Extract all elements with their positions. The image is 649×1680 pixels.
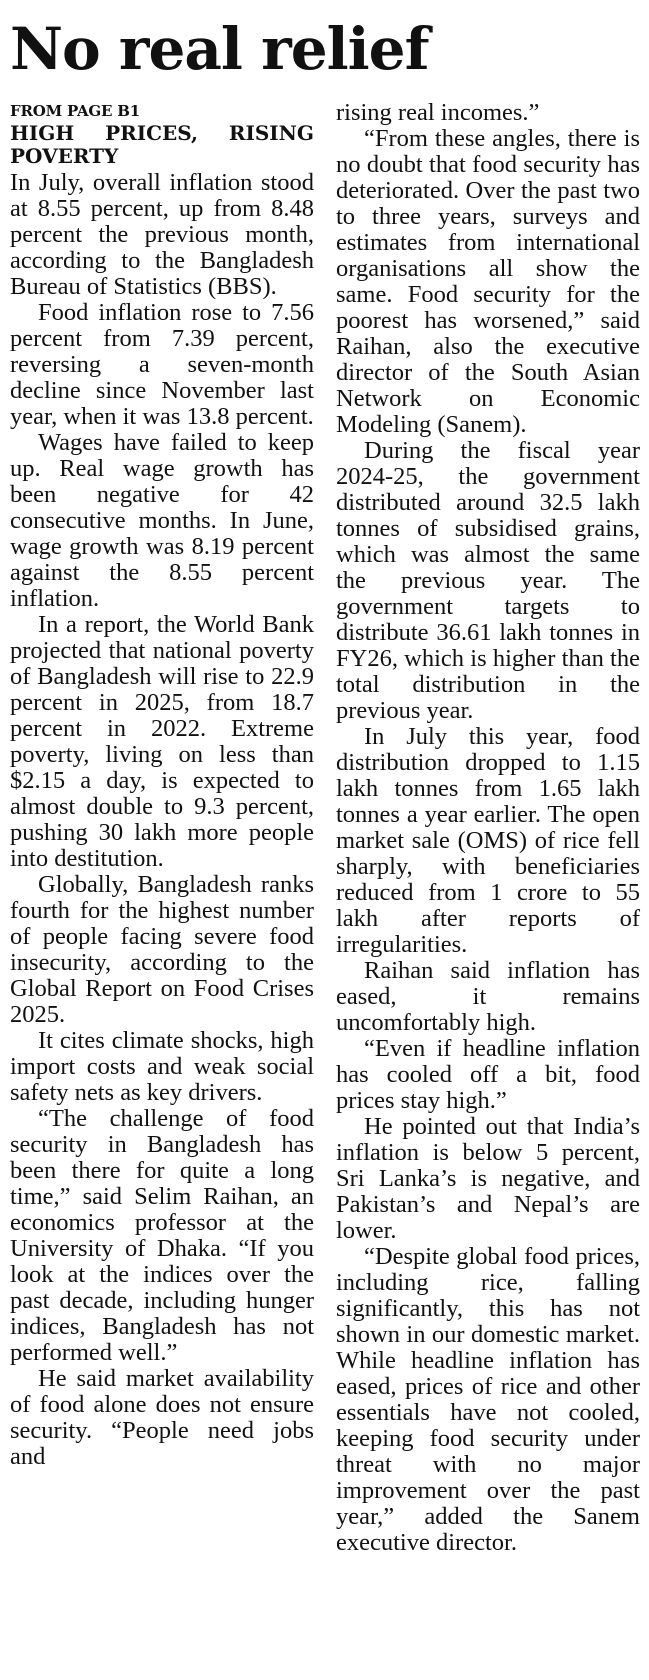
article-column-left bbox=[10, 100, 314, 1470]
paragraph-headline-inflation: “Even if headline inflation has cooled off a bit, food prices stay high.” bbox=[336, 1035, 640, 1114]
subheadline: HIGH PRICES, RISING POVERTY bbox=[10, 121, 314, 168]
paragraph-july-distribution: In July this year, food distribution dropped to 1.15 lakh tonnes from 1.65 lakh tonnes a year earlier. The open market sale (OMS) of rice fell sharply, with beneficiaries reduced from 1 crore to 55 lakh after reports of irregularities. bbox=[336, 723, 640, 958]
paragraph-regional-comparison: He pointed out that India’s inflation is below 5 percent, Sri Lanka’s is negative, and Pakistan’s and Nepal’s are lower. bbox=[336, 1113, 640, 1244]
paragraph-distribution: During the fiscal year 2024-25, the government distributed around 32.5 lakh tonnes of subsidised grains, which was almost the same the previous year. The government targets to distribute 36.61 lakh tonnes in FY26, which is higher than the total distribution in the previous year. bbox=[336, 437, 640, 724]
paragraph-market-availability: He said market availability of food alone does not ensure security. “People need jobs and bbox=[10, 1365, 314, 1470]
paragraph-global-ranking: Globally, Bangladesh ranks fourth for the highest number of people facing severe food insecurity, according to the Global Report on Food Crises 2025. bbox=[10, 871, 314, 1028]
paragraph-food-security: “From these angles, there is no doubt that food security has deteriorated. Over the past two to three years, surveys and estimates from international organisations all show the same. Food security for the poorest has worsened,” said Raihan, also the executive director of the South Asian Network on Economic Modeling (Sanem). bbox=[336, 125, 640, 438]
from-page-label: FROM PAGE B1 bbox=[10, 102, 141, 120]
paragraph-inflation: In July, overall inflation stood at 8.55 percent, up from 8.48 percent the previous month, according to the Bangladesh Bureau of Statistics (BBS). bbox=[10, 169, 314, 300]
paragraph-drivers: It cites climate shocks, high import costs and weak social safety nets as key drivers. bbox=[10, 1027, 314, 1106]
paragraph-raihan-quote: “The challenge of food security in Bangladesh has been there for quite a long time,” said Selim Raihan, an economics professor at the University of Dhaka. “If you look at the indices over the past decade, including hunger indices, Bangladesh has not performed well.” bbox=[10, 1105, 314, 1366]
paragraph-food-inflation: Food inflation rose to 7.56 percent from 7.39 percent, reversing a seven-month decline since November last year, when it was 13.8 percent. bbox=[10, 299, 314, 430]
paragraph-continuation: rising real incomes.” bbox=[336, 99, 540, 126]
paragraph-world-bank: In a report, the World Bank projected that national poverty of Bangladesh will rise to 22.9 percent in 2025, from 18.7 percent in 2022. Extreme poverty, living on less than $2.15 a day, is expected to almost double to 9.3 percent, pushing 30 lakh more people into destitution. bbox=[10, 611, 314, 872]
paragraph-closing-quote: “Despite global food prices, including rice, falling significantly, this has not shown in our domestic market. While headline inflation has eased, prices of rice and other essentials have not cooled, keeping food security under threat with no major improvement over the past year,” added the Sanem executive director. bbox=[336, 1243, 640, 1556]
headline: No real relief bbox=[10, 15, 429, 83]
article-column-right bbox=[336, 100, 640, 1556]
paragraph-wages: Wages have failed to keep up. Real wage growth has been negative for 42 consecutive months. In June, wage growth was 8.19 percent against the 8.55 percent inflation. bbox=[10, 429, 314, 612]
paragraph-inflation-eased: Raihan said inflation has eased, it remains uncomfortably high. bbox=[336, 957, 640, 1036]
